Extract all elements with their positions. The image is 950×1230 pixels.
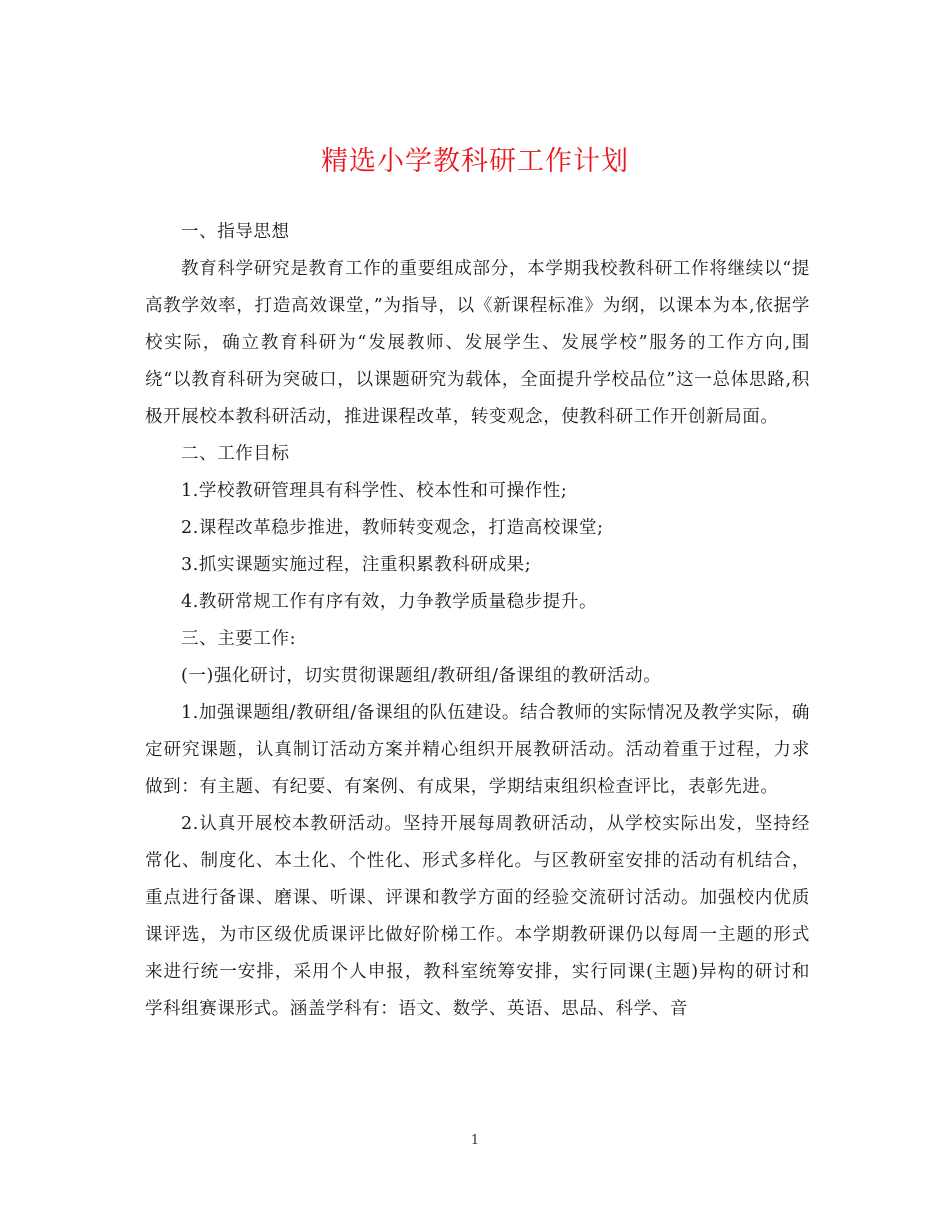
document-title: 精选小学教科研工作计划 [321,146,629,177]
paragraph-team-building: 1.加强课题组/教研组/备课组的队伍建设。结合教师的实际情况及教学实际，确定研究课题，认真制订活动方案并精心组织开展教研活动。活动着重于过程，力求做到：有主题、有纪要、有案例、有成果，学期结束组织检查评比，表彰先进。 [145,703,810,797]
subsection-heading-research: (一)强化研讨，切实贯彻课题组/教研组/备课组的教研活动。 [181,666,662,686]
goal-item-3: 3.抓实课题实施过程，注重积累教科研成果; [181,555,532,575]
goal-item-1: 1.学校教研管理具有科学性、校本性和可操作性; [181,481,568,501]
paragraph-guiding-ideology: 教育科学研究是教育工作的重要组成部分，本学期我校教科研工作将继续以“提高教学效率，打造高效课堂，”为指导，以《新课程标准》为纲，以课本为本,依据学校实际，确立教育科研为“发展教师、发展学生、发展学校”服务的工作方向,围绕“以教育科研为突破口，以课题研究为载体，全面提升学校品位”这一总体思路,积极开展校本教科研活动，推进课程改革，转变观念，使教科研工作开创新局面。 [145,259,810,427]
section-heading-main-work: 三、主要工作: [181,629,297,649]
page-number: 1 [470,1133,480,1148]
section-heading-guiding-ideology: 一、指导思想 [181,222,290,242]
goal-item-2: 2.课程改革稳步推进，教师转变观念，打造高校课堂; [181,518,604,538]
document-body [145,214,810,1028]
paragraph-school-research: 2.认真开展校本教研活动。坚持开展每周教研活动，从学校实际出发，坚持经常化、制度化、本土化、个性化、形式多样化。与区教研室安排的活动有机结合，重点进行备课、磨课、听课、评课和教学方面的经验交流研讨活动。加强校内优质课评选，为市区级优质课评比做好阶梯工作。本学期教研课仍以每周一主题的形式来进行统一安排，采用个人申报，教科室统筹安排，实行同课(主题)异构的研讨和学科组赛课形式。涵盖学科有：语文、数学、英语、思品、科学、音 [145,814,810,1019]
goal-item-4: 4.教研常规工作有序有效，力争教学质量稳步提升。 [181,592,598,612]
section-heading-work-goals: 二、工作目标 [181,444,290,464]
